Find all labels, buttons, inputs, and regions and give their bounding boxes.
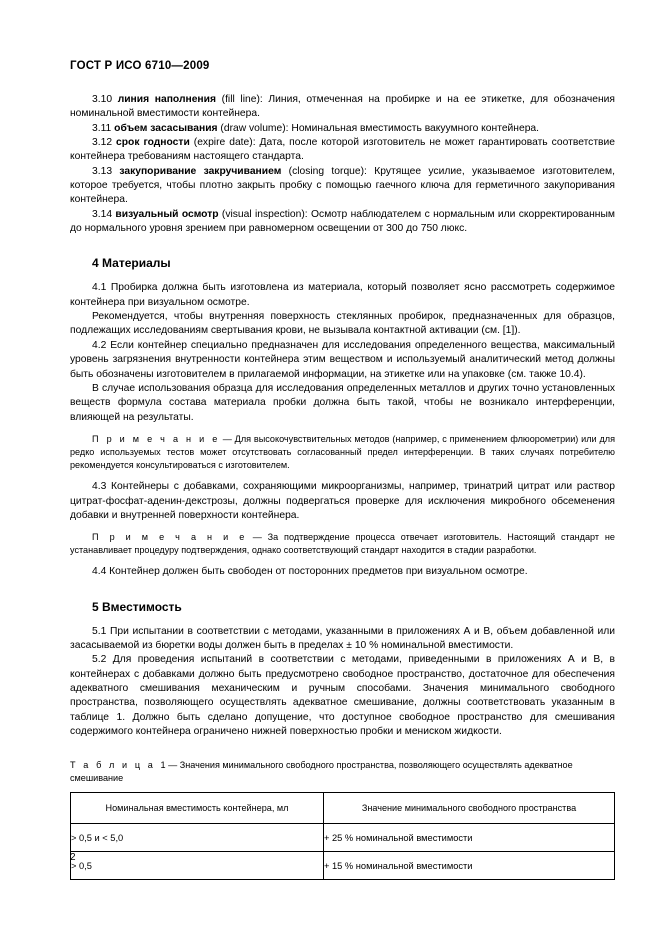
spacer [70, 557, 615, 565]
term-english: (expire date): [193, 137, 256, 149]
term-entry-3-14 [70, 208, 615, 237]
heading-section-4: 4 Материалы [92, 256, 171, 271]
note-label: П р и м е ч а н и е [92, 532, 247, 543]
heading-section-5: 5 Вместимость [92, 599, 182, 614]
clause-4-4: 4.4 Контейнер должен быть свободен от посторонних предметов при визуальном осмотре. [92, 566, 528, 578]
table-header-headspace: Значение минимального свободного пространства [324, 793, 615, 824]
spacer [70, 425, 615, 433]
term-entry-3-10 [70, 93, 615, 122]
term-name: линия наполнения [117, 94, 216, 105]
table-header-row [71, 793, 615, 824]
cell-headspace: + 15 % номинальной вместимости [324, 852, 615, 880]
term-name: визуальный осмотр [115, 208, 219, 220]
term-entry-3-11 [70, 122, 615, 136]
table-caption-label: Т а б л и ц а [70, 760, 156, 771]
term-entry-3-12 [70, 136, 615, 165]
term-number: 3.13 [92, 165, 113, 177]
term-english: (draw volume): [220, 122, 289, 134]
spacer [70, 472, 615, 480]
table-row [71, 852, 615, 880]
cell-capacity: > 0,5 [71, 852, 324, 880]
term-number: 3.12 [92, 137, 113, 149]
note-text: — Для высокочувствительных методов (например, с применением флюорометрии) или для редко используемых тестов может отсутствовать согласованный предел интерференции. В таких случаях потребителю рекомендуется консультироваться с изготовителем. [70, 433, 615, 471]
term-definition: Линия, отмеченная на пробирке и на ее этикетке, для обозначения номинальной вместимости контейнера. [70, 94, 615, 120]
term-name: объем засасывания [114, 122, 218, 134]
table-header-capacity: Номинальная вместимость контейнера, мл [71, 793, 324, 824]
clause-5-2: 5.2 Для проведения испытаний в соответствии с методами, приведенными в приложениях А и В, в контейнерах с добавками должно быть предусмотрено свободное пространство, достаточное для обеспечения адекватного смешивания механическим и ручным способами. Значения минимального свободного пространства, позволяющего осуществлять адекватное смешивание, должны соответствовать указанным в таблице 1. Должно быть сделано допущение, что доступное свободное пространство для смешивания содержимого контейнера ограничено нижней поверхностью пробки и мениском жидкости. [70, 654, 615, 738]
term-entry-3-13 [70, 165, 615, 208]
table-body [71, 824, 615, 880]
term-definition: Номинальная вместимость вакуумного контейнера. [291, 122, 540, 134]
clause-4-3: 4.3 Контейнеры с добавками, сохраняющими микроорганизмы, например, тринатрий цитрат или раствор цитрат-фосфат-аденин-декстрозы, должны подвергаться проверке для исключения микробного обсеменения добавки и внутренней поверхности контейнера. [70, 481, 615, 521]
page-header: ГОСТ Р ИСО 6710—2009 [70, 60, 210, 72]
note-label: П р и м е ч а н и е [92, 433, 220, 444]
paragraph-metals: В случае использования образца для исследования определенных металлов и других точно установленных веществ формула состава материала пробки должна быть такой, чтобы не возникало интерференции, влияющей на результаты. [70, 382, 615, 423]
table-caption [70, 759, 615, 785]
term-definition: Дата, после которой изготовитель не может гарантировать соответствие контейнера требованиям настоящего стандарта. [70, 137, 615, 163]
clause-5-1: 5.1 При испытании в соответствии с методами, указанными в приложениях А и В, объем добавленной или засасываемой из бюретки воды должен быть в пределах ± 10 % номинальной вместимости. [70, 625, 615, 652]
cell-headspace: + 25 % номинальной вместимости [324, 824, 615, 852]
note-1 [70, 433, 615, 472]
term-definition: Осмотр наблюдателем с нормальным или скорректированным до нормального уровня зрением при равномерном освещении от 300 до 750 люкс. [70, 208, 615, 235]
table-caption-text: — Значения минимального свободного пространства, позволяющего осуществлять адекватное смешивание [70, 760, 573, 784]
note-text: — За подтверждение процесса отвечает изготовитель. Настоящий стандарт не устанавливает процедуру подтверждения, однако соответствующий стандарт находится в стадии разработки. [70, 532, 615, 556]
table-row [71, 824, 615, 852]
term-english: (closing torque): [288, 165, 367, 177]
paragraph-recommendation: Рекомендуется, чтобы внутренняя поверхность стеклянных пробирок, предназначенных для образцов, подлежащих исследованиям свертывания крови, не вызывала контактной активации (см. [1]). [70, 311, 615, 337]
table-head [71, 793, 615, 824]
term-definition: Крутящее усилие, указываемое изготовителем, которое требуется, чтобы плотно закрыть пробку с помощью гаечного ключа для герметичного закупоривания контейнера. [70, 165, 615, 206]
note-2 [70, 531, 615, 557]
page-content [70, 93, 615, 880]
table-caption-number: 1 [160, 760, 166, 771]
term-name: закупоривание закручиванием [119, 165, 282, 177]
spacer [70, 523, 615, 531]
clause-4-1: 4.1 Пробирка должна быть изготовлена из материала, который позволяет ясно рассмотреть содержимое контейнера при визуальном осмотре. [70, 282, 615, 308]
term-number: 3.11 [92, 122, 112, 134]
term-name: срок годности [116, 137, 190, 149]
page-number: 2 [70, 852, 76, 863]
cell-capacity: > 0,5 и < 5,0 [71, 824, 324, 852]
clause-4-2: 4.2 Если контейнер специально предназначен для исследования определенного вещества, максимальный уровень загрязнения внутренности контейнера этим веществом и используемый аналитический метод должны быть обозначены изготовителем в прилагаемой информации, на этикетке или на упаковке (см. также 10.4). [70, 339, 615, 380]
term-english: (visual inspection): [221, 208, 308, 220]
headspace-table [70, 792, 615, 880]
term-english: (fill line): [221, 94, 263, 105]
term-number: 3.14 [92, 208, 113, 220]
term-number: 3.10 [92, 94, 113, 105]
